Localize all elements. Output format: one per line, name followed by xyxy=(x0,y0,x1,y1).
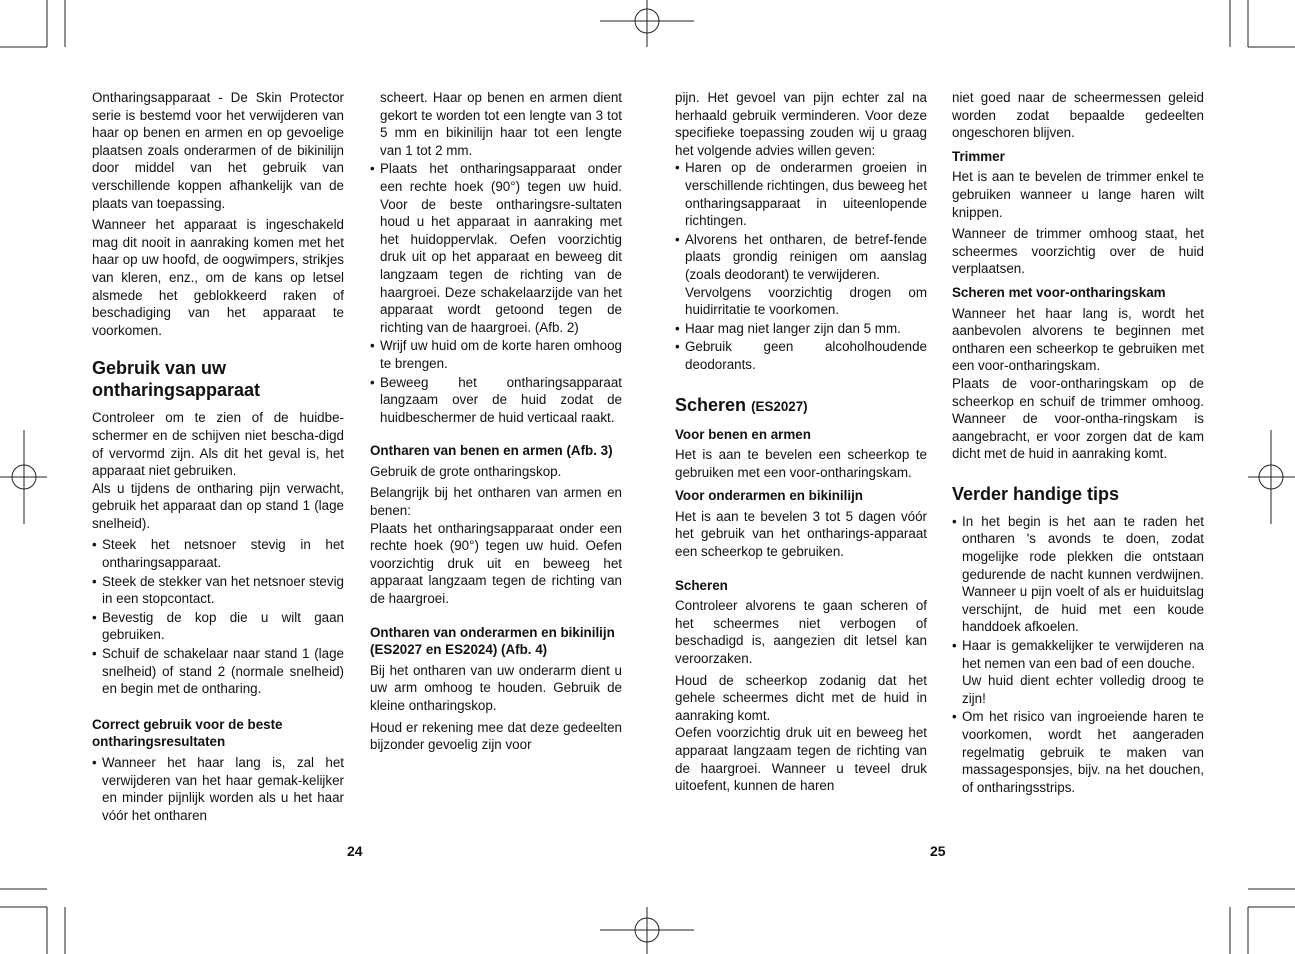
intro-paragraph: Ontharingsapparaat - De Skin Protector serie is bestemd voor het verwijderen van haar op benen en armen en op gevoelige plaatsen zoals onderarmen of de bikinilijn door middel van het gebruik van verschillende koppen afhankelijk van de plaats van toepassing. xyxy=(92,90,344,211)
correct-use-list xyxy=(92,754,344,824)
legs-paragraph-2: Belangrijk bij het ontharen van armen en benen: xyxy=(370,485,622,519)
page-number-right: 25 xyxy=(930,843,946,859)
page-24-column-right xyxy=(370,89,622,758)
list-item: • Steek de stekker van het netsnoer stevig in een stopcontact. xyxy=(92,573,344,608)
page-24-column-left xyxy=(92,89,344,825)
section-heading-shaving xyxy=(675,394,927,418)
comb-paragraph-1: Wanneer het haar lang is, wordt het aanbevolen alvorens te beginnen met ontharen een scheerkop te gebruiken met een voor-ontharingskam. xyxy=(952,305,1204,374)
legs-paragraph-3: Plaats het ontharingsapparaat onder een rechte hoek (90°) tegen uw huid. Oefen voorzichtig druk uit en beweeg het apparaat langzaam tegen de richting van de haargroei. xyxy=(370,520,622,607)
list-item: • Om het risico van ingroeiende haren te voorkomen, wordt het aangeraden regelmatig gebruik te maken van massagesponsjes, bijv. na het douchen, of ontharingsstrips. xyxy=(952,708,1204,796)
continued-paragraph: pijn. Het gevoel van pijn echter zal na herhaald gebruik verminderen. Voor deze specifieke toepassing zouden wij u graag het volgende advies willen geven: xyxy=(675,90,927,158)
trimmer-paragraph-2: Wanneer de trimmer omhoog staat, het scheermes voorzichtig over de huid verplaatsen. xyxy=(952,226,1204,277)
tips-list xyxy=(952,513,1204,797)
legs-paragraph-1: Gebruik de grote ontharingskop. xyxy=(370,463,562,479)
tips-list xyxy=(370,160,622,426)
list-item: • Gebruik geen alcoholhoudende deodorants. xyxy=(675,338,927,373)
underarms-paragraph-2: Houd er rekening mee dat deze gedeelten bijzonder gevoelig zijn voor xyxy=(370,719,622,753)
subheading-correct-use: Correct gebruik voor de beste ontharingsresultaten xyxy=(92,716,283,750)
heading-text: Scheren xyxy=(675,394,747,415)
page-25-column-left xyxy=(675,89,927,799)
list-item: • Wanneer het haar lang is, zal het verwijderen van het haar gemak-kelijker en minder pijnlijk worden als u het haar vóór het ontharen xyxy=(92,754,344,824)
heading-model: (ES2027) xyxy=(751,398,808,414)
warning-paragraph: Wanneer het apparaat is ingeschakeld mag dit nooit in aanraking komen met het haar op uw hoofd, de oogwimpers, strikjes van kleren, enz., om de kans op letsel alsmede het geblokkeerd raken of beschadiging van het apparaat te voorkomen. xyxy=(92,217,344,338)
advice-list xyxy=(675,159,927,373)
page-number-left: 24 xyxy=(347,843,363,859)
list-item-text: Haar is gemakkelijker te verwijderen na het nemen van een bad of een douche. xyxy=(962,638,1204,671)
list-item xyxy=(952,637,1204,707)
shaving-paragraph-2: Houd de scheerkop zodanig dat het gehele scheermes dicht met de huid in aanraking komt. xyxy=(675,672,927,723)
list-item: • Beweeg het ontharingsapparaat langzaam over de huid zodat de huidbeschermer de huid verticaal raakt. xyxy=(370,374,622,427)
list-item xyxy=(675,231,927,319)
list-item: • Bevestig de kop die u wilt gaan gebruiken. xyxy=(92,609,344,644)
list-item: • Haren op de onderarmen groeien in verschillende richtingen, dus beweeg het ontharingsapparaat in uiteenlopende richtingen. xyxy=(675,159,927,229)
list-item: • Haar mag niet langer zijn dan 5 mm. xyxy=(675,320,927,338)
section-heading-tips: Verder handige tips xyxy=(952,483,1120,504)
page-25-column-right xyxy=(952,89,1204,797)
trimmer-paragraph-1: Het is aan te bevelen de trimmer enkel te gebruiken wanneer u lange haren wilt knippen. xyxy=(952,169,1204,220)
continued-paragraph: scheert. Haar op benen en armen dient gekort te worden tot een lengte van 3 tot 5 mm en bikinilijn haar tot een lengte van 1 tot 2 mm. xyxy=(380,90,622,158)
shaving-paragraph-3: Oefen voorzichtig druk uit en beweeg het apparaat langzaam tegen de richting van de haargroei. Wanneer u teveel druk uitoefent, kunnen de haren xyxy=(675,725,927,794)
shaving-paragraph-1: Controleer alvorens te gaan scheren of het scheermes niet verbogen of beschadigd is, aangezien dit letsel kan veroorzaken. xyxy=(675,598,927,667)
subheading-legs-arms: Ontharen van benen en armen (Afb. 3) xyxy=(370,443,613,459)
underarms-paragraph: Het is aan te bevelen 3 tot 5 dagen vóór het gebruik van het ontharings-apparaat een scheerkop te gebruiken. xyxy=(675,508,927,560)
underarms-paragraph-1: Bij het ontharen van uw onderarm dient u uw arm omhoog te houden. Gebruik de kleine ontharingskop. xyxy=(370,662,622,713)
subheading-trimmer: Trimmer xyxy=(952,148,1005,164)
continued-paragraph: niet goed naar de scheermessen geleid worden zodat bepaalde gedeelten ongeschoren blijven. xyxy=(952,90,1204,141)
legs-paragraph: Het is aan te bevelen een scheerkop te gebruiken met een voor-ontharingskam. xyxy=(675,447,927,480)
list-item: • In het begin is het aan te raden het ontharen 's avonds te doen, zodat mogelijke rode plekken die ontstaan gedurende de nacht kunnen verdwijnen. Wanneer u pijn voelt of als er huiduitslag verschijnt, de huid met een koude handdoek afkoelen. xyxy=(952,513,1204,636)
list-item-text: Alvorens het ontharen, de betref-fende plaats grondig reinigen om aanslag (zoals deodorant) te verwijderen. xyxy=(685,231,927,282)
subheading-underarms: Ontharen van onderarmen en bikinilijn (ES2027 en ES2024) (Afb. 4) xyxy=(370,624,615,658)
check-paragraph: Controleer om te zien of de huidbe-schermer en de schijven niet bescha-digd of vervormd zijn. Als dit het geval is, het apparaat niet gebruiken. xyxy=(92,410,344,479)
subheading-comb: Scheren met voor-ontharingskam xyxy=(952,284,1166,300)
list-item: • Plaats het ontharingsapparaat onder een rechte hoek (90°) tegen uw huid. Voor de beste ontharingsre-sultaten houd u het apparaat in aanraking met het huidoppervlak. Oefen voorzichtig druk uit op het apparaat en beweeg dit langzaam tegen de richting van de haargroei. Deze schakelaarzijde van het apparaat wordt getoond tegen de richting van de haargroei. (Afb. 2) xyxy=(370,160,622,336)
comb-paragraph-2: Plaats de voor-ontharingskam op de scheerkop en schuif de trimmer omhoog. Wanneer de voor-ontha-ringskam is aangebracht, er voor zorgen dat de kam dicht met de huid in aanraking komt. xyxy=(952,375,1204,462)
subheading-shaving: Scheren xyxy=(675,577,728,593)
list-item-extra: Vervolgens voorzichtig drogen om huidirritatie te voorkomen. xyxy=(685,284,927,318)
list-item-extra: Uw huid dient echter volledig droog te zijn! xyxy=(962,673,1204,706)
usage-steps-list xyxy=(92,536,344,697)
pain-paragraph: Als u tijdens de ontharing pijn verwacht, gebruik het apparaat dan op stand 1 (lage snelheid). xyxy=(92,480,344,531)
list-item: • Wrijf uw huid om de korte haren omhoog te brengen. xyxy=(370,337,622,372)
subheading-underarms: Voor onderarmen en bikinilijn xyxy=(675,488,863,504)
list-item: • Steek het netsnoer stevig in het ontharingsapparaat. xyxy=(92,536,344,571)
section-heading-usage: Gebruik van uw ontharingsapparaat xyxy=(92,358,261,401)
subheading-legs-arms: Voor benen en armen xyxy=(675,426,811,442)
list-item: • Schuif de schakelaar naar stand 1 (lage snelheid) of stand 2 (normale snelheid) en begin met de ontharing. xyxy=(92,645,344,698)
